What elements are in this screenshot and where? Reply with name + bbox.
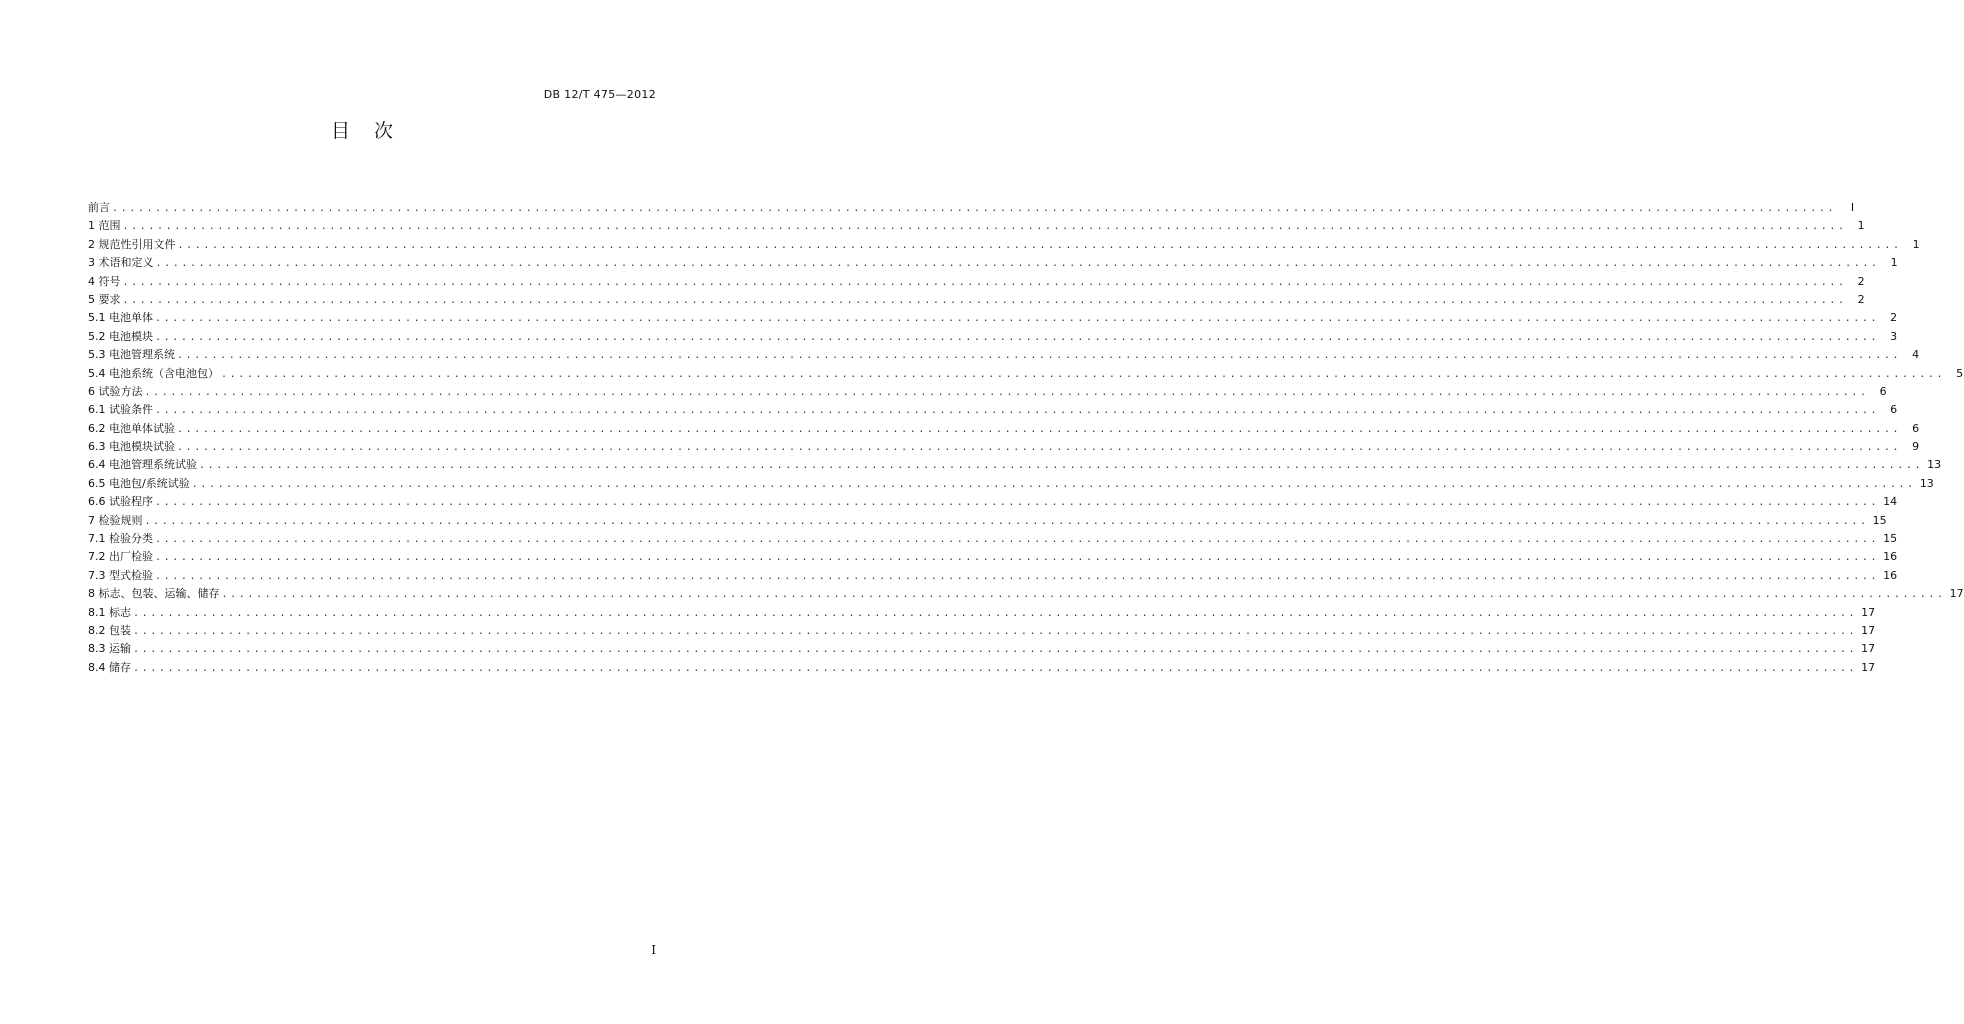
toc-entry[interactable] bbox=[88, 640, 1876, 658]
toc-entry-label: 6.1 试验条件 bbox=[88, 403, 153, 417]
toc-entry-page: 5 bbox=[1956, 366, 1964, 380]
toc-entry-label: 6.5 电池包/系统试验 bbox=[88, 476, 190, 490]
toc-entry[interactable] bbox=[88, 456, 1942, 474]
toc-entry[interactable] bbox=[88, 254, 1898, 272]
page-number: I bbox=[651, 943, 656, 957]
toc-entry-page: 17 bbox=[1861, 605, 1876, 619]
toc-dot-leader: ........................................................................................................................................................................................................ bbox=[112, 203, 1837, 214]
toc-entry-page: 17 bbox=[1949, 587, 1964, 601]
table-of-contents bbox=[88, 199, 1964, 677]
toc-dot-leader: ........................................................................................................................................................................................................ bbox=[177, 350, 1902, 362]
document-code: DB 12/T 475—2012 bbox=[543, 88, 656, 101]
toc-entry-label: 6 试验方法 bbox=[88, 384, 143, 398]
toc-entry[interactable] bbox=[88, 438, 1920, 456]
toc-dot-leader: ........................................................................................................................................................................................................ bbox=[122, 276, 1847, 288]
toc-entry-page: 6 bbox=[1912, 421, 1920, 435]
toc-entry-page: 15 bbox=[1883, 532, 1898, 546]
toc-entry-page: 6 bbox=[1879, 384, 1887, 398]
toc-entry-label: 8.3 运输 bbox=[88, 642, 131, 656]
toc-entry-label: 7.1 检验分类 bbox=[88, 532, 153, 546]
toc-dot-leader: ........................................................................................................................................................................................................ bbox=[133, 607, 1858, 619]
toc-entry[interactable] bbox=[88, 273, 1865, 291]
toc-entry-label: 6.4 电池管理系统试验 bbox=[88, 458, 197, 472]
toc-entry[interactable] bbox=[88, 346, 1920, 364]
toc-entry-label: 5.3 电池管理系统 bbox=[88, 348, 175, 362]
toc-entry-label: 7 检验规则 bbox=[88, 513, 143, 527]
toc-entry-page: 3 bbox=[1890, 329, 1898, 343]
toc-dot-leader: ........................................................................................................................................................................................................ bbox=[122, 221, 1847, 233]
toc-entry[interactable] bbox=[88, 567, 1898, 585]
toc-dot-leader: ........................................................................................................................................................................................................ bbox=[155, 497, 1880, 509]
toc-entry[interactable] bbox=[88, 493, 1898, 511]
toc-entry[interactable] bbox=[88, 236, 1920, 254]
toc-entry-label: 1 范围 bbox=[88, 219, 121, 233]
toc-entry[interactable] bbox=[88, 365, 1964, 383]
toc-entry[interactable] bbox=[88, 291, 1865, 309]
toc-dot-leader: ........................................................................................................................................................................................................ bbox=[155, 534, 1880, 546]
toc-entry[interactable] bbox=[88, 659, 1876, 677]
toc-entry[interactable] bbox=[88, 217, 1865, 235]
toc-entry-label: 5.1 电池单体 bbox=[88, 311, 153, 325]
toc-entry-label: 7.2 出厂检验 bbox=[88, 550, 153, 564]
toc-entry-page: 1 bbox=[1890, 256, 1898, 270]
toc-entry[interactable] bbox=[88, 512, 1887, 530]
toc-entry[interactable] bbox=[88, 309, 1898, 327]
toc-dot-leader: ........................................................................................................................................................................................................ bbox=[221, 368, 1946, 380]
toc-entry-label: 5.2 电池模块 bbox=[88, 329, 153, 343]
toc-entry-page: 14 bbox=[1883, 495, 1898, 509]
toc-entry-label: 8.4 储存 bbox=[88, 660, 131, 674]
toc-entry-page: 17 bbox=[1861, 642, 1876, 656]
toc-entry[interactable] bbox=[88, 401, 1898, 419]
toc-dot-leader: ........................................................................................................................................................................................................ bbox=[144, 386, 1869, 398]
toc-dot-leader: ........................................................................................................................................................................................................ bbox=[177, 423, 1902, 435]
toc-entry-page: 6 bbox=[1890, 403, 1898, 417]
toc-entry-label: 6.2 电池单体试验 bbox=[88, 421, 175, 435]
toc-entry[interactable] bbox=[88, 475, 1934, 493]
toc-entry-page: 13 bbox=[1927, 458, 1942, 472]
toc-entry-page: 17 bbox=[1861, 660, 1876, 674]
toc-dot-leader: ........................................................................................................................................................................................................ bbox=[155, 331, 1880, 343]
toc-entry-label: 8 标志、包装、运输、储存 bbox=[88, 587, 220, 601]
toc-dot-leader: ........................................................................................................................................................................................................ bbox=[133, 625, 1858, 637]
toc-entry[interactable] bbox=[88, 383, 1887, 401]
toc-entry-page: 2 bbox=[1857, 274, 1865, 288]
toc-entry[interactable] bbox=[88, 622, 1876, 640]
toc-dot-leader: ........................................................................................................................................................................................................ bbox=[155, 552, 1880, 564]
toc-dot-leader: ........................................................................................................................................................................................................ bbox=[177, 442, 1902, 454]
toc-dot-leader: ........................................................................................................................................................................................................ bbox=[155, 570, 1880, 582]
toc-dot-leader: ........................................................................................................................................................................................................ bbox=[155, 405, 1880, 417]
toc-entry-label: 5.4 电池系统（含电池包） bbox=[88, 366, 219, 380]
toc-dot-leader: ........................................................................................................................................................................................................ bbox=[177, 239, 1902, 251]
toc-entry-page: I bbox=[1850, 201, 1855, 214]
toc-entry-page: 2 bbox=[1857, 292, 1865, 306]
toc-entry-label: 8.1 标志 bbox=[88, 605, 131, 619]
toc-entry-page: 4 bbox=[1912, 348, 1920, 362]
toc-dot-leader: ........................................................................................................................................................................................................ bbox=[199, 460, 1924, 472]
toc-entry-label: 前言 bbox=[88, 201, 110, 214]
toc-dot-leader: ........................................................................................................................................................................................................ bbox=[221, 589, 1946, 601]
toc-entry[interactable] bbox=[88, 585, 1964, 603]
toc-entry-label: 6.3 电池模块试验 bbox=[88, 440, 175, 454]
toc-entry-page: 2 bbox=[1890, 311, 1898, 325]
toc-title: 目 次 bbox=[330, 120, 403, 142]
toc-entry[interactable] bbox=[88, 530, 1898, 548]
toc-entry-page: 16 bbox=[1883, 568, 1898, 582]
toc-entry[interactable] bbox=[88, 604, 1876, 622]
toc-entry[interactable] bbox=[88, 420, 1920, 438]
toc-entry-page: 15 bbox=[1872, 513, 1887, 527]
toc-dot-leader: ........................................................................................................................................................................................................ bbox=[191, 478, 1916, 490]
toc-dot-leader: ........................................................................................................................................................................................................ bbox=[144, 515, 1869, 527]
toc-dot-leader: ........................................................................................................................................................................................................ bbox=[155, 258, 1880, 270]
toc-entry-page: 16 bbox=[1883, 550, 1898, 564]
toc-dot-leader: ........................................................................................................................................................................................................ bbox=[133, 644, 1858, 656]
toc-entry[interactable] bbox=[88, 328, 1898, 346]
toc-entry-page: 9 bbox=[1912, 440, 1920, 454]
toc-dot-leader: ........................................................................................................................................................................................................ bbox=[122, 294, 1847, 306]
toc-entry-label: 3 术语和定义 bbox=[88, 256, 154, 270]
toc-entry-label: 4 符号 bbox=[88, 274, 121, 288]
toc-dot-leader: ........................................................................................................................................................................................................ bbox=[133, 662, 1858, 674]
toc-entry-page: 13 bbox=[1919, 476, 1934, 490]
toc-entry-page: 17 bbox=[1861, 623, 1876, 637]
toc-entry-page: 1 bbox=[1912, 237, 1920, 251]
toc-entry[interactable] bbox=[88, 199, 1855, 217]
toc-entry-page: 1 bbox=[1857, 219, 1865, 233]
toc-entry-label: 7.3 型式检验 bbox=[88, 568, 153, 582]
toc-entry-label: 5 要求 bbox=[88, 292, 121, 306]
toc-entry-label: 2 规范性引用文件 bbox=[88, 237, 176, 251]
toc-dot-leader: ........................................................................................................................................................................................................ bbox=[155, 313, 1880, 325]
toc-entry-label: 6.6 试验程序 bbox=[88, 495, 153, 509]
toc-entry[interactable] bbox=[88, 548, 1898, 566]
toc-entry-label: 8.2 包装 bbox=[88, 623, 131, 637]
